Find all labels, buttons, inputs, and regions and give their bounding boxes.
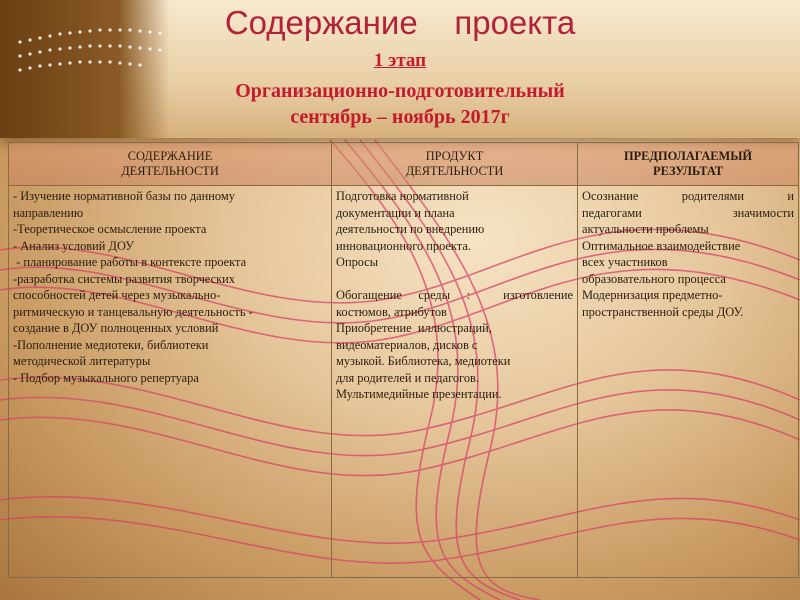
results-cell [578,186,799,578]
product-line: Обогащение среды : изготовление [336,288,573,302]
products-cell [332,186,578,578]
activity-line: создание в ДОУ полноценных условий [13,321,219,335]
product-line: костюмов, атрибутов [336,304,447,319]
table-row [9,186,799,578]
activity-line: методической литературы [13,354,151,368]
column-header-line: ПРОДУКТ [425,149,484,163]
activity-line: -Пополнение медиотеки, библиотеки [13,337,209,352]
stage-label: 1 этап [373,50,427,71]
column-header-line: ПРЕДПОЛАГАЕМЫЙ [623,149,753,163]
activity-line: -Теоретическое осмысление проекта [13,222,207,236]
column-header-products [332,143,578,186]
product-line: инновационного проекта. [336,238,471,253]
column-header-line: ДЕЯТЕЛЬНОСТИ [121,164,219,178]
product-line: Мультимедийные презентации. [336,387,502,401]
page-title: Содержание проекта [224,4,576,41]
activity-line: - Анализ условий ДОУ [13,238,134,253]
column-header-line: РЕЗУЛЬТАТ [653,164,723,178]
blank-line [336,271,573,288]
result-line: педагогами значимости [582,205,794,220]
product-line: видеоматериалов, дисков с [336,337,478,352]
product-line: документации и плана [336,205,455,220]
product-line: музыкой. Библиотека, медиотеки [336,354,511,368]
project-content-table [8,142,799,578]
result-line: пространственной среды ДОУ. [582,304,744,319]
activity-line: - Подбор музыкального репертуара [13,370,199,385]
product-line: Подготовка нормативной [336,189,469,203]
column-header-line: СОДЕРЖАНИЕ [127,149,213,163]
phase-label: Организационно-подготовительный [235,80,565,102]
activity-line: направлению [13,205,84,220]
period-label: сентябрь – ноябрь 2017г [290,106,510,128]
activity-line: способностей детей через музыкально- [13,288,221,302]
product-line: Приобретение иллюстраций, [336,321,492,335]
column-header-line: ДЕЯТЕЛЬНОСТИ [405,164,504,178]
result-line: всех участников [582,255,668,269]
column-header-activities [9,143,332,186]
activity-line: ритмическую и танцевальную деятельность - [13,304,253,319]
result-line: Осознание родителями и [582,189,794,203]
product-line: Опросы [336,255,379,269]
activity-line: - Изучение нормативной базы по данному [13,189,235,203]
column-header-results [578,143,799,186]
activities-cell [9,186,332,578]
product-line: деятельности по внедрению [336,222,485,236]
result-line: Оптимальное взаимодействие [582,238,741,253]
result-line: Модернизация предметно- [582,288,723,302]
result-line: актуальности проблемы [582,222,709,236]
activity-line: -разработка системы развития творческих [13,271,235,286]
title-banner [0,0,800,138]
product-line: для родителей и педагогов. [336,370,479,385]
table-header-row [9,143,799,186]
activity-line: - планирование работы в контексте проекта [13,255,247,269]
result-line: образовательного процесса [582,271,726,286]
